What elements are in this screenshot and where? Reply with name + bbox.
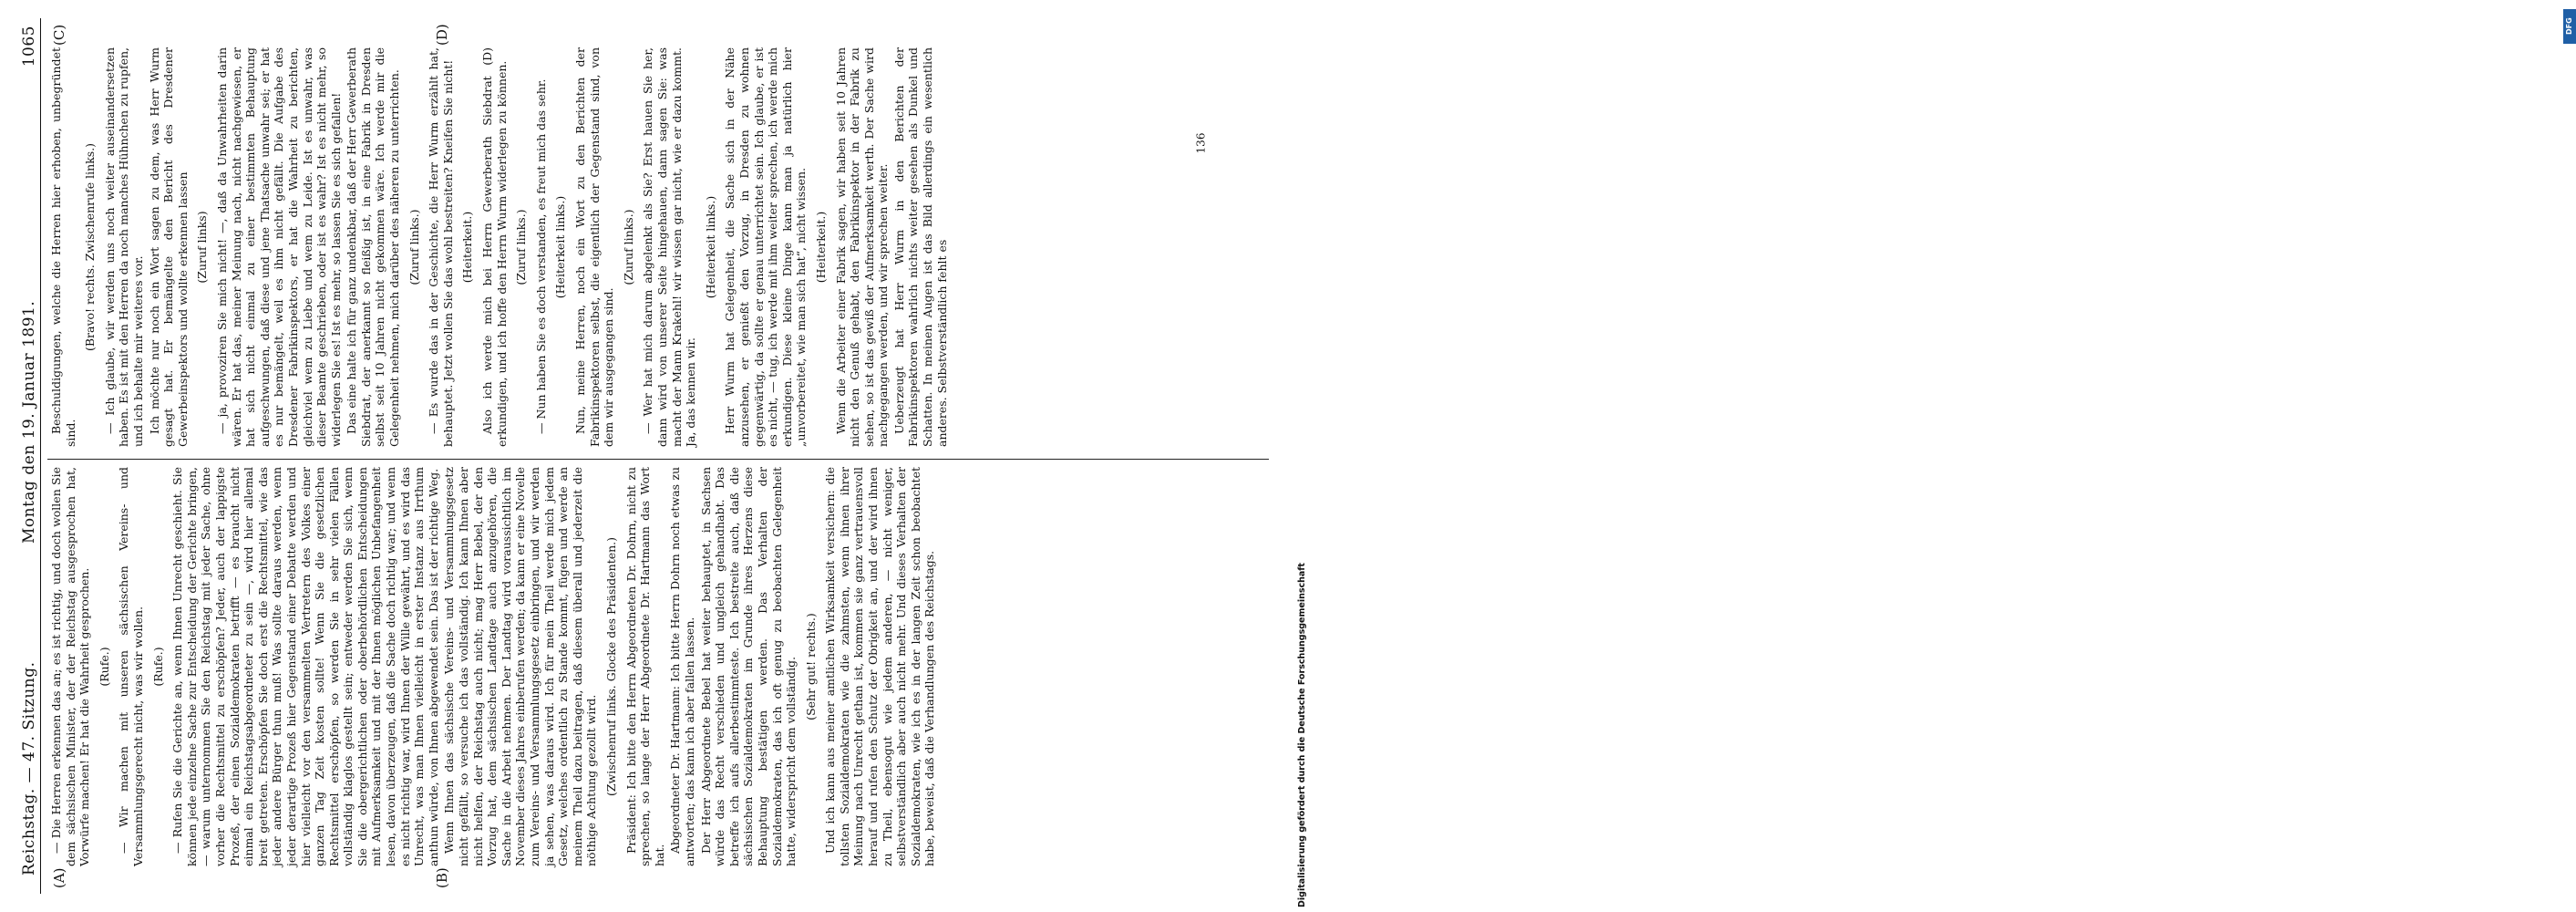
funding-notice: Digitalisierung gefördert durch die Deutsche Forschungsgemeinschaft <box>1297 563 1307 907</box>
interjection: (Heiterkeit links.) <box>703 195 717 299</box>
paragraph: — Die Herren erkennen das an; es ist richtig, und doch wollen Sie dem sächsischen Minister, der der Reichstag ausgesprochen hat, Vorwürfe machen! Er hat die Wahrheit gesprochen. <box>49 467 92 866</box>
paragraph: Herr Wurm hat Gelegenheit, die Sache sich in der Nähe anzusehen, er genießt den Vorzug, in Dresden zu wohnen gegenwärtig, da sollte er genau unterrichtet sein. Ich glaube, er ist es nicht, — tug, ich werde mit ihm weiter sprechen, ich werde mich erkundigen. Diese kleine Dinge kann man ja natürlich hier „unvorbereitet, wie man sich hat“, nicht wissen. <box>723 47 809 447</box>
paragraph: Also ich werde mich bei Herrn Gewerberath Siebdrat (D) erkundigen, und ich hoffe den Herrn Wurm widerlegen zu können. <box>480 47 509 447</box>
paragraph: Präsident: Ich bitte den Herrn Abgeordneten Dr. Dohrn, nicht zu sprechen, so lange der Herr Abgeordnete Dr. Hartmann das Wort hat. <box>623 467 666 866</box>
paragraph: Das eine halte ich für ganz undenkbar, daß der Herr Gewerberath Siebdrat, der anerkannt so fleißig ist, in eine Fabrik in Dresden selbst seit 10 Jahren nicht gekommen wäre. Ich werde mir die Gelegenheit nehmen, mich darüber des näheren zu unterrichten. <box>345 47 402 447</box>
interjection: (Bravo! rechts. Zwischenrufe links.) <box>83 142 98 352</box>
page-number: 1065 <box>20 26 38 67</box>
paragraph: Ich möchte nur noch ein Wort sagen zu dem, was Herr Wurm gesagt hat. Er bemängelte den Bericht des Dresdener Gewerbeinspektors und wollte erkennen lassen <box>147 47 190 447</box>
interjection: (Zuruf links.) <box>621 209 635 285</box>
interjection: (Heiterkeit links.) <box>553 195 568 299</box>
paragraph: — Rufen Sie die Gerichte an, wenn Ihnen Unrecht geschieht. Sie können jede einzelne Sache zur Entscheidung der Gerichte bringen, — warum unternommen Sie den Reichstag mit jeder Sache, ohne vorher die Rechtsmittel zu erschöpfen? Jeder, auch der lappigste Prozeß, der einen Sozialdemokraten betrifft — es braucht nicht einmal ein Reichstagsabgeordneter zu sein —, wird hier allemal breit getreten. Erschöpfen Sie doch erst die Rechtsmittel, wie das jeder andere Bürger thun muß! Was sollte daraus werden, wenn jeder derartige Prozeß hier Gegenstand einer Debatte werden und hier vielleicht vor den versammelten Vertretern des Volkes einer ganzen Tag Zeit kosten sollte! Wenn Sie die gesetzlichen Rechtsmittel erschöpfen, so werden Sie in sehr vielen Fällen vollständig klaglos gestellt sein; entweder werden Sie sich, wenn Sie die obergerichtlichen oder oberbehördlichen Entscheidungen mit Aufmerksamkeit und mit der Ihnen möglichen Unbefangenheit lesen, davon überzeugen, daß die Sache doch richtig war; und wenn es nicht richtig war, wird Ihnen der Wille gewährt, und es wird das Unrecht, was man Ihnen vielleicht in erster Instanz aus Irrthum anthun würde, von Ihnen abgewendet sein. Das ist der richtige Weg. <box>170 467 440 866</box>
paragraph: — Wir machen mit unseren sächsischen Vereins- und Versammlungsgerecht nicht, was wir wollen. <box>117 467 145 866</box>
paragraph: — ja, provoziren Sie mich nicht! —, daß da Unwahrheiten darin wären. Er hat das, meiner Meinung nach, nicht nachgewiesen, er hat sich nicht einmal zu einer bestimmten Behauptung aufgeschwungen, daß diese und jene Thatsache unwahr sei; er hat es nur bemängelt, weil es ihm nicht gefällt. Die Aufgabe des Dresdener Fabrikinspektors, er hat die Wahrheit zu berichten, gleichviel wem zu Liebe und wem zu Leide. Ist es unwahr, was dieser Beamte geschrieben, oder ist es wahr? Ist es nicht mehr, so widerlegen Sie es! Ist es mehr, so lassen Sie es sich gefallen! <box>214 47 343 447</box>
header-date: Montag den 19. Januar 1891. <box>20 300 38 544</box>
interjection: (Heiterkeit.) <box>460 211 475 284</box>
interjection: (Sehr gut! rechts.) <box>803 613 818 720</box>
interjection: (Heiterkeit.) <box>813 211 828 284</box>
paragraph: Der Herr Abgeordnete Bebel hat weiter behauptet, in Sachsen würde das Recht verschieden und ungleich gehandhabt. Das betreffe ich aufs allerbestimmteste. Ich bestreite auch, daß die sächsischen Sozialdemokraten im Grunde ihres Herzens diese Behauptung bestätigen werden. Das Verhalten der Sozialdemokraten, das ich oft genug zu beobachten Gelegenheit hatte, widerspricht dem vollständig. <box>698 467 799 866</box>
text-column-left <box>49 467 939 866</box>
paragraph: Abgeordneter Dr. Hartmann: Ich bitte Herrn Dohrn noch etwas zu antworten; das kann ich aber fallen lassen. <box>668 467 696 866</box>
paragraph: Nun, meine Herren, noch ein Wort zu den Berichten der Fabrikinspektoren selbst, die eigentlich der Gegenstand sind, von dem wir ausgegangen sind. <box>573 47 616 447</box>
text-column-right <box>49 47 951 447</box>
paragraph: — Wer hat mich darum abgelenkt als Sie? Erst hauen Sie her, dann wird von unserer Seite hingehauen, dann sagen Sie: was macht der Mann Krakehl! wir wissen gar nicht, wie er dazu kommt. Ja, das kennen wir. <box>641 47 698 447</box>
paragraph: Und ich kann aus meiner amtlichen Wirksamkeit versichern: die tollsten Sozialdemokraten wie die zahmsten, wenn ihnen ihrer Meinung nach Unrecht gethan ist, kommen sie ganz vertrauensvoll herauf und rufen den Schutz der Obrigkeit an, und der wird ihnen zu Theil, ebensogut wie jedem anderen, — nicht weniger, selbstverständlich aber auch nicht mehr. Und dieses Verhalten der Sozialdemokraten, wie ich es in der langen Zeit schon beobachtet habe, beweist, daß die Verhandlungen des Reichstags. <box>823 467 937 866</box>
margin-mark-d: (D) <box>434 24 450 46</box>
funding-strip <box>1274 0 2573 912</box>
interjection: (Zuruf links.) <box>407 209 421 285</box>
paragraph: — Ich glaube, wir werden uns noch weiter auseinandersetzen haben. Es ist mit den Herren da noch manches Hühnchen zu rupfen, und ich behalte mir weiteres vor. <box>102 47 145 447</box>
running-head <box>20 18 38 894</box>
interjection: (Zuruf links.) <box>514 209 529 285</box>
paragraph: Beschuldigungen, welche die Herren hier erhoben, unbegründet sind. <box>49 47 77 447</box>
dfg-logo: DFG <box>2563 9 2576 44</box>
paragraph: Wenn die Arbeiter einer Fabrik sagen, wir haben seit 10 Jahren nicht den Genuß gehabt, den Fabrikinspektor in der Fabrik zu sehen, so ist das gewiß der Aufmerksamkeit werth. Der Sache wird nachgegangen werden, und wir sprechen weiter. <box>833 47 891 447</box>
paragraph: — Es wurde das in der Geschichte, die Herr Wurm erzählt hat, behauptet. Jetzt wollen Sie das wohl bestreiten? Kneifen Sie nicht! <box>427 47 455 447</box>
rotated-scan <box>15 18 1273 894</box>
paragraph: Ueberzeugt hat Herr Wurm in den Berichten der Fabrikinspektoren wahrlich nichts weiter gesehen als Dunkel und Schatten. In meinen Augen ist das Bild allerdings ein wesentlich anderes. Selbstverständlich fehlt es <box>891 47 949 447</box>
header-left: Reichstag. — 47. Sitzung. <box>20 661 38 876</box>
interjection: (Zuruf links) <box>195 211 210 284</box>
column-divider <box>47 459 1269 460</box>
paragraph: — Nun haben Sie es doch verstanden, es freut mich das sehr. <box>533 78 548 434</box>
header-rule <box>40 18 41 894</box>
margin-mark-c: (C) <box>51 24 67 46</box>
margin-mark-a: (A) <box>51 867 67 888</box>
paragraph: Wenn Ihnen das sächsische Vereins- und Versammlungsgesetz nicht gefällt, so versuche ich das vollständig. Ich kann Ihnen aber nicht helfen, der Reichstag auch nicht; mag Herr Bebel, der den Vorzug hat, dem sächsischen Landtage auch anzugehören, die Sache in die Arbeit nehmen. Der Landtag wird voraussichtlich im November dieses Jahres einberufen werden; da kann er eine Novelle zum Vereins- und Versammlungsgesetz einbringen, und wir werden ja sehen, was daraus wird. Ich für mein Theil werde mich jedem Gesetz, welches ordentlich zu Stande kommt, fügen und werde an meinem Theil dazu beitragen, daß diesem überall und jederzeit die nöthige Achtung gezollt wird. <box>442 467 599 866</box>
margin-mark-b: (B) <box>434 867 450 888</box>
interjection: (Zwischenruf links. Glocke des Präsidenten.) <box>603 536 618 797</box>
interjection: (Rufe.) <box>97 647 111 687</box>
interjection: (Rufe.) <box>150 647 165 687</box>
signature-number: 136 <box>1194 132 1208 154</box>
